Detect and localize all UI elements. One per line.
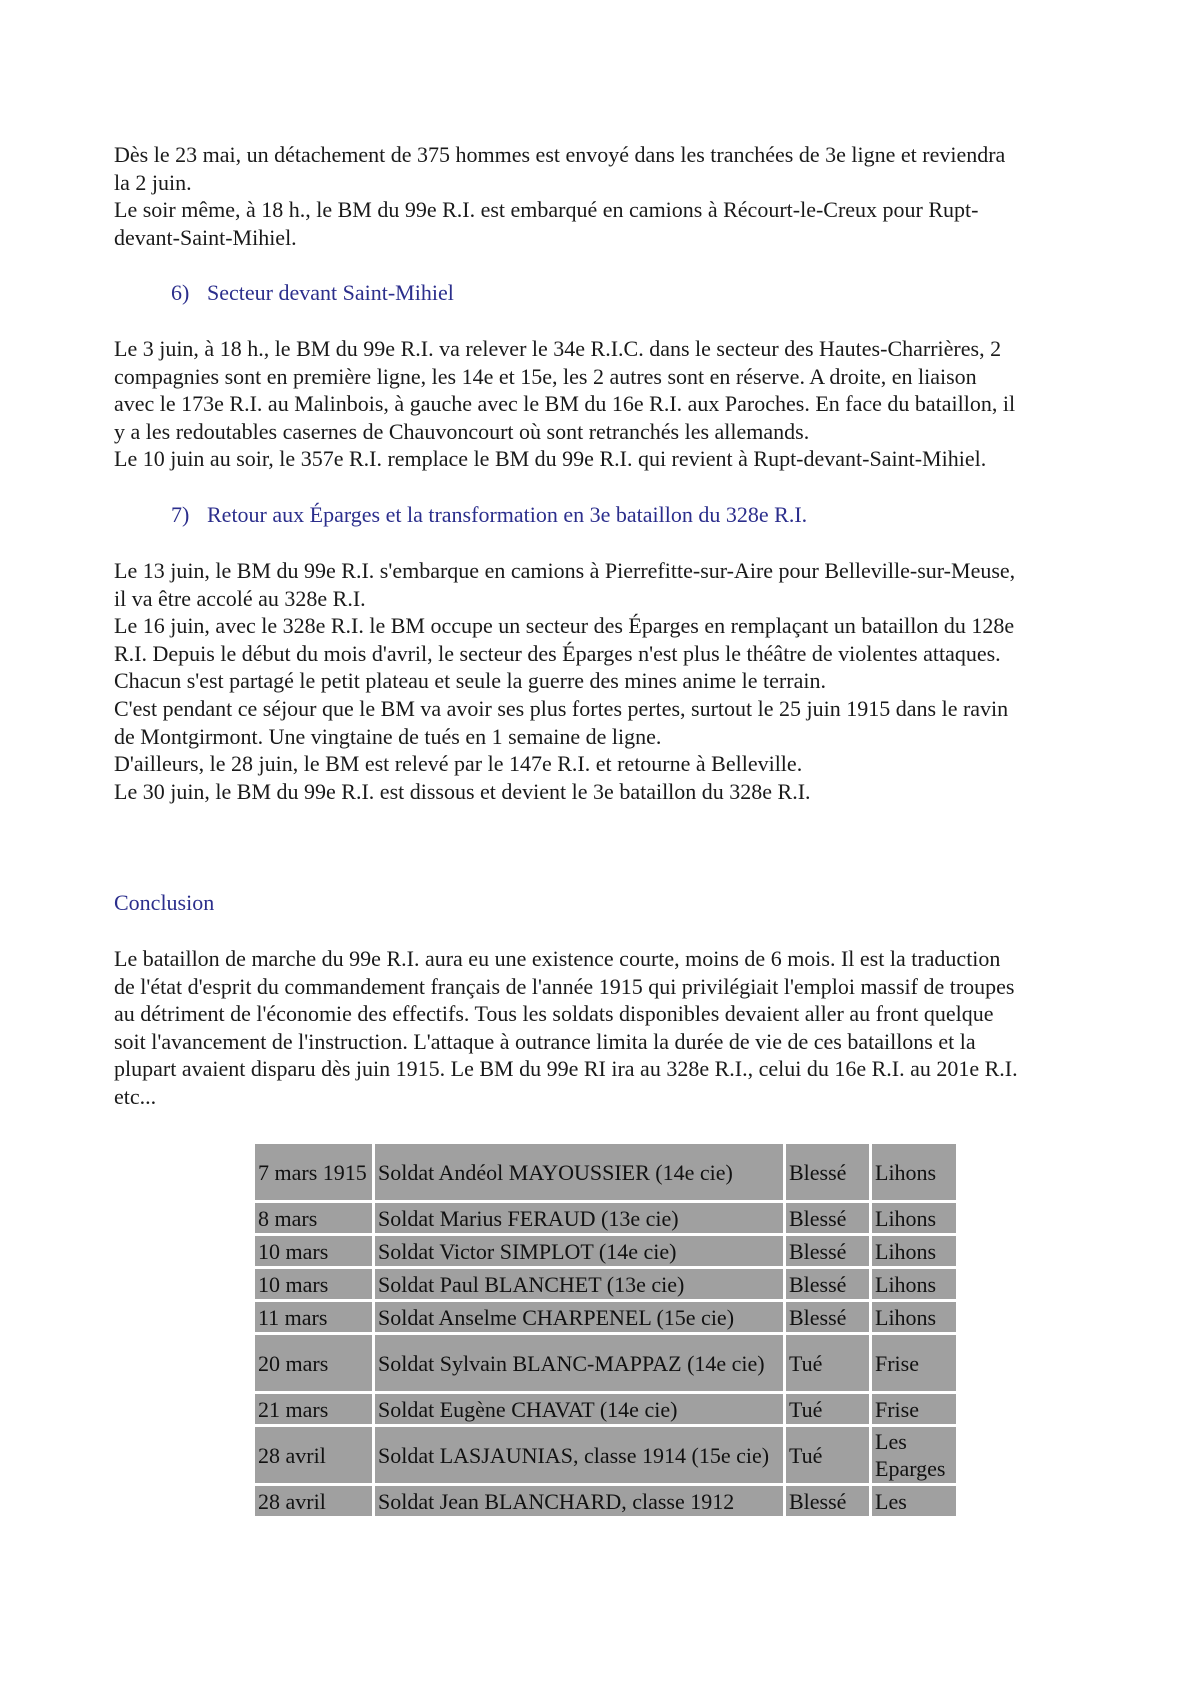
text-line: de Montgirmont. Une vingtaine de tués en 1 semaine de ligne.: [114, 723, 662, 749]
date-cell: 10 mars: [255, 1236, 372, 1266]
text-line: devant-Saint-Mihiel.: [114, 224, 297, 250]
section-number: 6): [171, 280, 190, 305]
soldier-cell: Soldat LASJAUNIAS, classe 1914 (15e cie): [375, 1427, 783, 1483]
table-row: [255, 1335, 956, 1391]
place-cell: Lihons: [872, 1269, 956, 1299]
date-cell: 28 avril: [255, 1427, 372, 1483]
paragraph-secteur-saint-mihiel: [114, 335, 1104, 473]
date-cell: 8 mars: [255, 1203, 372, 1233]
place-cell: Frise: [872, 1335, 956, 1391]
text-line: avec le 173e R.I. au Malinbois, à gauche avec le BM du 16e R.I. aux Paroches. En face du bataillon, il: [114, 391, 1016, 417]
section-title: Secteur devant Saint-Mihiel: [207, 280, 454, 305]
place-cell: Lihons: [872, 1203, 956, 1233]
status-cell: Blessé: [786, 1486, 869, 1516]
soldier-cell: Soldat Anselme CHARPENEL (15e cie): [375, 1302, 783, 1332]
status-cell: Blessé: [786, 1302, 869, 1332]
status-cell: Tué: [786, 1394, 869, 1424]
soldier-cell: Soldat Andéol MAYOUSSIER (14e cie): [375, 1144, 783, 1200]
date-cell: 28 avril: [255, 1486, 372, 1516]
soldier-cell: Soldat Victor SIMPLOT (14e cie): [375, 1236, 783, 1266]
status-cell: Tué: [786, 1335, 869, 1391]
text-line: soit l'avancement de l'instruction. L'attaque à outrance limita la durée de vie de ces bataillons et la: [114, 1028, 976, 1054]
text-line: de l'état d'esprit du commandement français de l'année 1915 qui privilégiait l'emploi massif de troupes: [114, 973, 1015, 999]
place-cell: Lihons: [872, 1144, 956, 1200]
paragraph-conclusion: [114, 945, 1104, 1111]
place-cell: Les: [872, 1486, 956, 1516]
table-row: [255, 1302, 956, 1332]
table-row: [255, 1427, 956, 1483]
soldier-cell: Soldat Paul BLANCHET (13e cie): [375, 1269, 783, 1299]
text-line: Le soir même, à 18 h., le BM du 99e R.I. est embarqué en camions à Récourt-le-Creux pour Rupt-: [114, 197, 979, 223]
conclusion-heading: Conclusion: [114, 890, 215, 915]
date-cell: 21 mars: [255, 1394, 372, 1424]
date-cell: 20 mars: [255, 1335, 372, 1391]
table-row: [255, 1394, 956, 1424]
status-cell: Blessé: [786, 1144, 869, 1200]
place-cell: Lihons: [872, 1236, 956, 1266]
table-row: [255, 1486, 956, 1516]
text-line: Le 13 juin, le BM du 99e R.I. s'embarque en camions à Pierrefitte-sur-Aire pour Belleville-sur-Meuse,: [114, 558, 1016, 583]
text-line: au détriment de l'économie des effectifs. Tous les soldats disponibles devaient aller au front quelque: [114, 1001, 994, 1027]
paragraph-detachement: [114, 141, 1104, 251]
text-line: Le 10 juin au soir, le 357e R.I. remplace le BM du 99e R.I. qui revient à Rupt-devant-Saint-Mihiel.: [114, 446, 987, 472]
text-line: D'ailleurs, le 28 juin, le BM est relevé par le 147e R.I. et retourne à Belleville.: [114, 751, 803, 777]
text-line: etc...: [114, 1083, 157, 1109]
text-line: Le 3 juin, à 18 h., le BM du 99e R.I. va relever le 34e R.I.C. dans le secteur des Hautes-Charrières, 2: [114, 336, 1002, 361]
section-heading-7: [171, 501, 807, 528]
table-row: [255, 1203, 956, 1233]
text-line: Le 30 juin, le BM du 99e R.I. est dissous et devient le 3e bataillon du 328e R.I.: [114, 778, 811, 804]
soldier-cell: Soldat Eugène CHAVAT (14e cie): [375, 1394, 783, 1424]
paragraph-retour-eparges: [114, 557, 1104, 805]
place-cell: Frise: [872, 1394, 956, 1424]
section-heading-6: [171, 279, 454, 306]
table-row: [255, 1269, 956, 1299]
text-line: R.I. Depuis le début du mois d'avril, le secteur des Éparges n'est plus le théâtre de violentes attaques.: [114, 640, 1001, 666]
section-title: Retour aux Éparges et la transformation en 3e bataillon du 328e R.I.: [207, 502, 808, 527]
soldier-cell: Soldat Jean BLANCHARD, classe 1912: [375, 1486, 783, 1516]
table-row: [255, 1144, 956, 1200]
text-line: C'est pendant ce séjour que le BM va avoir ses plus fortes pertes, surtout le 25 juin 1915 dans le ravin: [114, 695, 1009, 721]
text-line: Le 16 juin, avec le 328e R.I. le BM occupe un secteur des Éparges en remplaçant un bataillon du 128e: [114, 613, 1015, 639]
text-line: la 2 juin.: [114, 169, 192, 195]
text-line: compagnies sont en première ligne, les 14e et 15e, les 2 autres sont en réserve. A droite, en liaison: [114, 363, 977, 389]
soldier-cell: Soldat Sylvain BLANC-MAPPAZ (14e cie): [375, 1335, 783, 1391]
status-cell: Blessé: [786, 1203, 869, 1233]
text-line: plupart avaient disparu dès juin 1915. Le BM du 99e RI ira au 328e R.I., celui du 16e R.I. au 201e R.I.: [114, 1056, 1018, 1082]
text-line: Dès le 23 mai, un détachement de 375 hommes est envoyé dans les tranchées de 3e ligne et reviendra: [114, 142, 1006, 167]
casualties-table: [252, 1141, 959, 1519]
table-row: [255, 1236, 956, 1266]
status-cell: Blessé: [786, 1236, 869, 1266]
text-line: Chacun s'est partagé le petit plateau et seule la guerre des mines anime le terrain.: [114, 668, 826, 694]
section-number: 7): [171, 502, 190, 527]
status-cell: Blessé: [786, 1269, 869, 1299]
date-cell: 10 mars: [255, 1269, 372, 1299]
place-cell: Les Eparges: [872, 1427, 956, 1483]
soldier-cell: Soldat Marius FERAUD (13e cie): [375, 1203, 783, 1233]
status-cell: Tué: [786, 1427, 869, 1483]
place-cell: Lihons: [872, 1302, 956, 1332]
date-cell: 7 mars 1915: [255, 1144, 372, 1200]
text-line: y a les redoutables casernes de Chauvoncourt où sont retranchés les allemands.: [114, 418, 810, 444]
date-cell: 11 mars: [255, 1302, 372, 1332]
text-line: Le bataillon de marche du 99e R.I. aura eu une existence courte, moins de 6 mois. Il est la traduction: [114, 946, 1001, 971]
text-line: il va être accolé au 328e R.I.: [114, 585, 366, 611]
